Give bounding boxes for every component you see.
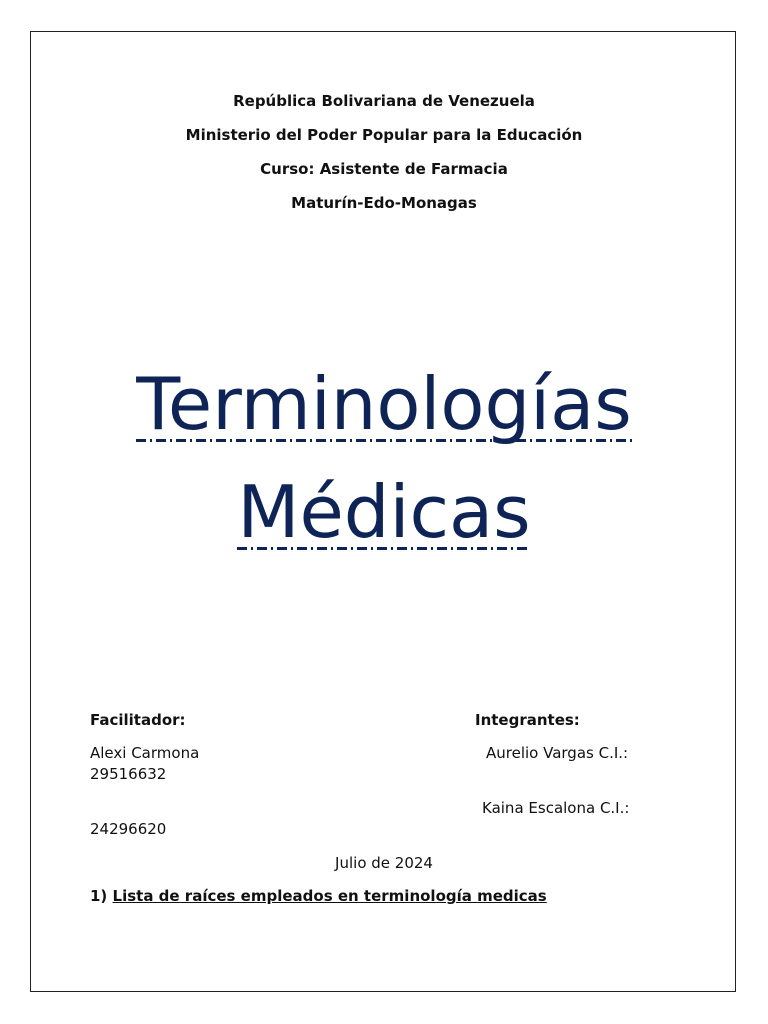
title-line-1 [0, 362, 768, 446]
section-heading [90, 887, 547, 905]
title-line-2 [0, 470, 768, 554]
members-label: Integrantes: [475, 711, 580, 729]
header-ministry: Ministerio del Poder Popular para la Educación [185, 126, 583, 144]
facilitator-label: Facilitador: [90, 711, 186, 729]
header-course: Curso: Asistente de Farmacia [260, 160, 508, 178]
title-text-1: Terminologías [136, 362, 632, 446]
title-text-2: Médicas [237, 470, 531, 554]
member-1: Aurelio Vargas C.I.: [486, 744, 629, 762]
header-republic: República Bolivariana de Venezuela [233, 92, 535, 110]
member-2-id: 24296620 [90, 820, 167, 838]
facilitator-name: Alexi Carmona [90, 744, 200, 762]
facilitator-id: 29516632 [90, 765, 167, 783]
section-number: 1) [90, 887, 108, 905]
section-title: Lista de raíces empleados en terminología medicas [112, 887, 547, 905]
date: Julio de 2024 [335, 854, 433, 872]
member-2: Kaina Escalona C.I.: [482, 799, 630, 817]
header-location: Maturín-Edo-Monagas [291, 194, 477, 212]
